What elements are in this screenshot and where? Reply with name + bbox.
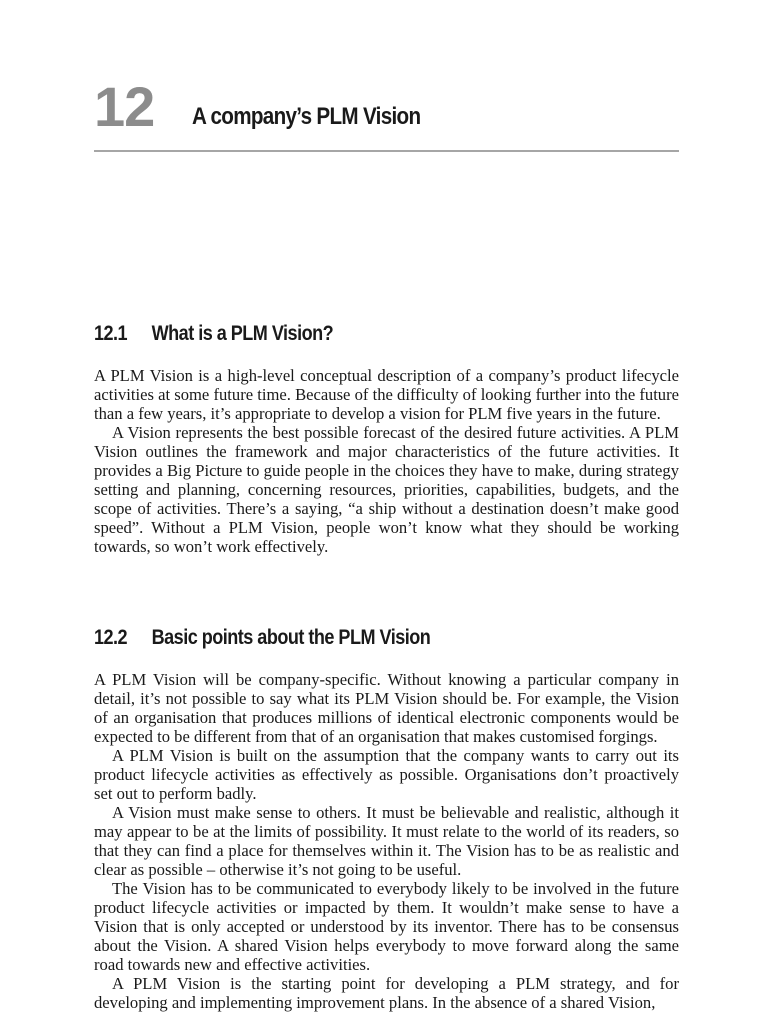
section-heading [94,320,597,348]
chapter-header [94,76,679,152]
section-12-2 [94,624,679,1012]
paragraph: A PLM Vision is the starting point for developing a PLM strategy, and for developing and implementing improvement plans. In the absence of a shared Vision, [94,974,679,1012]
section-number: 12.1 [94,322,128,345]
paragraph: A Vision must make sense to others. It must be believable and realistic, although it may appear to be at the limits of possibility. It must relate to the world of its readers, so that they can find a place for themselves within it. The Vision has to be as realistic and clear as possible – otherwise it’s not going to be useful. [94,803,679,879]
paragraph: A PLM Vision is built on the assumption that the company wants to carry out its product lifecycle activities as effectively as possible. Organisations don’t proactively set out to perform badly. [94,746,679,803]
paragraph: A PLM Vision will be company-specific. Without knowing a particular company in detail, it’s not possible to say what its PLM Vision should be. For example, the Vision of an organisation that produces millions of identical electronic components would be expected to be different from that of an organisation that makes customised forgings. [94,670,679,746]
section-title: Basic points about the PLM Vision [151,626,431,649]
paragraph: A PLM Vision is a high-level conceptual description of a company’s product lifecycle activities at some future time. Because of the difficulty of looking further into the future than a few years, it’s appropriate to develop a vision for PLM five years in the future. [94,366,679,423]
section-12-1 [94,320,679,556]
chapter-divider [94,150,679,152]
section-title: What is a PLM Vision? [151,322,334,345]
section-body [94,366,679,556]
paragraph: A Vision represents the best possible forecast of the desired future activities. A PLM Vision outlines the framework and major characteristics of the future activities. It provides a Big Picture to guide people in the choices they have to make, during strategy setting and planning, concerning resources, priorities, capabilities, budgets, and the scope of activities. There’s a saying, “a ship without a destination doesn’t make good speed”. Without a PLM Vision, people won’t know what they should be working towards, so won’t work effectively. [94,423,679,556]
section-number: 12.2 [94,626,128,649]
section-body [94,670,679,1012]
paragraph: The Vision has to be communicated to everybody likely to be involved in the future product lifecycle activities or impacted by them. It wouldn’t make sense to have a Vision that is only accepted or understood by its inventor. There has to be consensus about the Vision. A shared Vision helps everybody to move forward along the same road towards new and effective activities. [94,879,679,974]
section-heading [94,624,597,652]
chapter-title: A company’s PLM Vision [192,103,421,130]
chapter-number: 12 [94,75,155,138]
